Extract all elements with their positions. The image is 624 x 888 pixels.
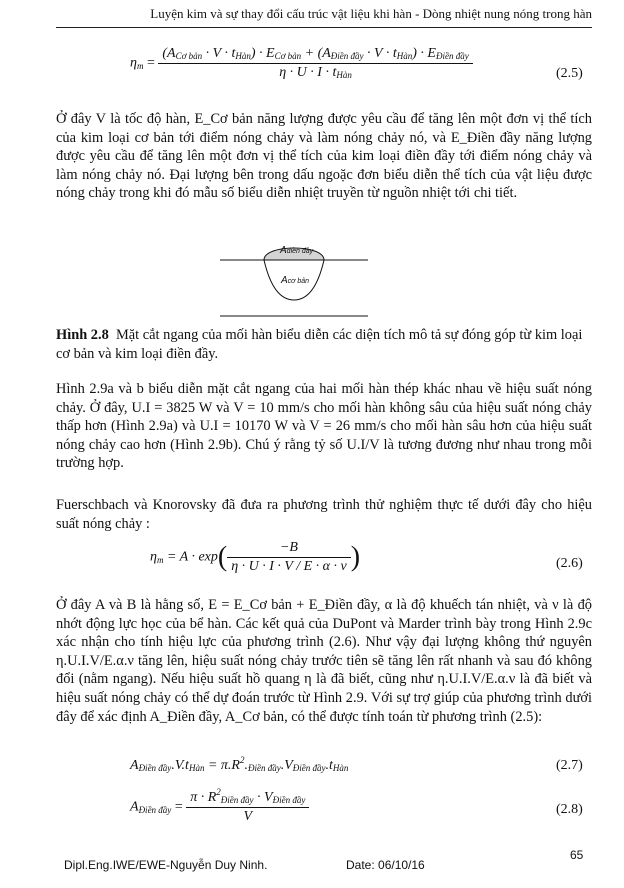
p1-text: Ở đây V là tốc độ hàn, E_Cơ bản năng lượng được yêu cầu để tăng lên một đơn vị thể tích của kim loại cơ bản tới điểm nóng chảy và làm nóng chảy nó, và E_Điền đầy năng lượng được yêu cầu để tăng lên một đơn vị thể tích của kim loại điền đầy tới điểm nóng chảy và làm nóng chảy nó. Đại lượng bên trong dấu ngoặc đơn biểu diễn thể tích của vật liệu được nóng chảy trong khi đó mẫu số biểu diễn nhiệt truyền từ nguồn nhiệt tới chi tiết. — [56, 111, 592, 202]
eq28-num-b-sub: Điền đầy — [272, 795, 306, 805]
eq25-num-e: · V · t — [363, 46, 397, 61]
eq25-fraction — [158, 46, 472, 81]
eq28-num-a-sub: Điền đầy — [220, 795, 254, 805]
label-filler-sub: điền đầy — [286, 248, 314, 255]
eq28-lhs: A — [130, 799, 139, 815]
equation-2-7 — [130, 755, 349, 774]
eq25-number: (2.5) — [556, 66, 583, 81]
eq25-num-e-sub: Hàn — [396, 51, 413, 61]
eq27-b-sub: Hàn — [188, 763, 205, 773]
eq25-num-f: ) · E — [412, 46, 436, 61]
caption-number: Hình 2.8 — [56, 327, 109, 343]
eq27-c-sup: 2 — [239, 755, 245, 765]
eq25-num-f-sub: Điền đầy — [435, 51, 469, 61]
eq25-num-c: ) · E — [250, 46, 275, 61]
eq27-number: (2.7) — [556, 758, 583, 773]
eq27-a-sub: Điền đầy — [138, 763, 172, 773]
eq26-fraction — [227, 540, 351, 575]
eq26-denominator: η · U · I · V / E · α · ν — [231, 559, 347, 574]
eq25-num-a: (A — [162, 46, 176, 61]
footer-author: Dipl.Eng.IWE/EWE-Nguyễn Duy Ninh. — [64, 858, 268, 872]
eq27-f-sub: Hàn — [332, 763, 349, 773]
paragraph-1 — [56, 110, 592, 203]
eq25-num-b-sub: Hàn — [235, 51, 251, 61]
eq28-num-a-sup: 2 — [216, 787, 221, 797]
eq25-den-a-sub: Hàn — [336, 70, 352, 80]
eq25-lhs-sub: m — [136, 60, 144, 71]
label-base-a: A — [281, 275, 288, 286]
eq28-number: (2.8) — [556, 802, 583, 817]
figure-caption — [56, 326, 592, 363]
eq27-d-sub: Điền đầy — [247, 763, 281, 773]
caption-text: Mặt cắt ngang của mối hàn biểu diễn các diện tích mô tả sự đóng góp từ kim loại cơ bản và kim loại điền đầy. — [56, 327, 583, 362]
eq28-num-b: · V — [253, 790, 273, 805]
eq27-d: . — [244, 758, 248, 773]
eq28-denominator: V — [243, 809, 253, 824]
eq25-num-a-sub: Cơ bản — [175, 51, 203, 61]
eq25-den-a: η · U · I · t — [279, 65, 337, 80]
eq27-e-sub: Điền đầy — [292, 763, 326, 773]
eq28-num-a: π · R — [190, 790, 217, 805]
label-filler-a: A — [280, 245, 287, 256]
eq27-c: = π.R — [204, 758, 240, 773]
eq26-lhs: η — [150, 549, 157, 565]
paragraph-4 — [56, 596, 592, 726]
eq25-num-d-sub: Điền đầy — [330, 51, 364, 61]
label-filler-area — [280, 245, 313, 256]
label-base-sub: cơ bản — [287, 278, 310, 285]
eq26-number: (2.6) — [556, 556, 583, 571]
eq25-numerator — [158, 46, 472, 64]
page-number: 65 — [570, 848, 584, 862]
footer-date: Date: 06/10/16 — [346, 858, 425, 872]
header-rule — [56, 27, 592, 28]
p4-text: Ở đây A và B là hằng số, E = E_Cơ bản + E_Điền đầy, α là độ khuếch tán nhiệt, và ν là độ nhớt động lực học của bể hàn. Các kết quả của DuPont và Marder trình bày trong Hình 2.9c xác nhận cho tính hiệu lực của phương trình (2.6). Như vậy đại lượng không thứ nguyên η.U.I.V/E.α.ν tăng lên, hiệu suất nóng chảy trước tiên sẽ tăng lên rất nhanh và sau đó không đổi (nằm ngang). Nếu hiệu suất hồ quang η là đã biết, cũng như η.U.I.V/E.α.ν là đã biết và hiệu suất nóng chảy có thể dự đoán trước từ Hình 2.9. Với sự trợ giúp của phương trình dưới đây để xác định A_Điền đầy, A_Cơ bản, có thể được tính toán từ phương trình (2.5): — [56, 597, 592, 725]
eq28-numerator — [186, 787, 309, 808]
running-header: Luyện kim và sự thay đổi cấu trúc vật liệu khi hàn - Dòng nhiệt nung nóng trong hàn — [150, 6, 592, 21]
eq27-e: .V — [280, 758, 293, 773]
paragraph-3 — [56, 496, 592, 533]
equation-2-8: AĐiền đầy = $\frac{\pi \cdot R^2Điền đầy \cdot VĐiền đầy}{V}$ — [130, 790, 309, 825]
equation-2-6: ηm = A · exp( $\frac{-B}{\eta \cdot U \cdot I \cdot V / E \cdot \alpha \cdot \nu}$ ) — [150, 540, 361, 574]
eq28-fraction — [186, 787, 309, 825]
eq25-num-d: + (A — [301, 46, 331, 61]
eq26-lhs-sub: m — [156, 554, 164, 565]
p2-text: Hình 2.9a và b biểu diễn mặt cắt ngang của hai mối hàn thép khác nhau về hiệu suất nóng chảy. Ở đây, U.I = 3825 W và V = 10 mm/s cho mối hàn không sâu của hiệu suất nóng chảy thấp hơn (Hình 2.9a) và U.I = 10170 W và V = 26 mm/s cho mối hàn sâu hơn của hiệu suất nóng chảy cao hơn (Hình 2.9b). Chú ý rằng tỷ số U.I/V là tương đương như nhau trong mỗi trường hợp. — [56, 381, 592, 472]
eq25-denominator — [158, 64, 472, 81]
label-base-area — [281, 275, 309, 286]
eq28-lhs-sub: Điền đầy — [138, 804, 172, 815]
eq26-numerator: −B — [227, 540, 351, 558]
eq27-f: .t — [325, 758, 333, 773]
p3-text: Fuerschbach và Knorovsky đã đưa ra phương trình thử nghiệm thực tế dưới đây cho hiệu suất nóng chảy : — [56, 497, 592, 532]
eq26-mid: = A · exp — [163, 549, 218, 565]
eq27-a: A — [130, 758, 139, 773]
equation-2-5: ηm = (ACơ bản · V · tHàn) · ECơ bản + (AĐiền đầy · V · tHàn) · EĐiền đầy η · U · I · tHàn — [130, 46, 473, 81]
eq25-num-b: · V · t — [202, 46, 236, 61]
eq25-lhs: η — [130, 55, 137, 71]
eq25-num-c-sub: Cơ bản — [274, 51, 302, 61]
eq27-b: .V.t — [171, 758, 189, 773]
paragraph-2 — [56, 380, 592, 473]
